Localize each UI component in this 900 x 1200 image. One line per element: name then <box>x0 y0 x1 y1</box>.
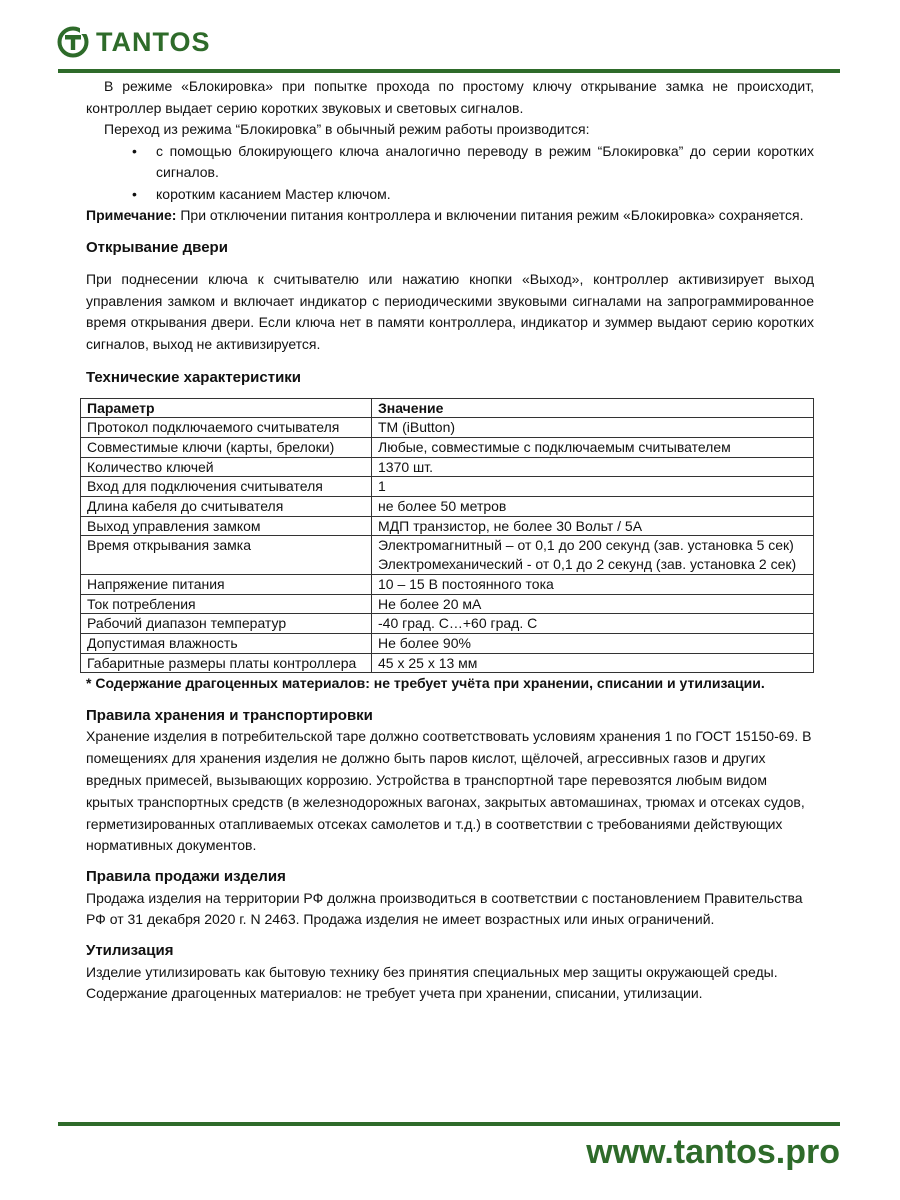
logo-text: TANTOS <box>96 26 211 57</box>
table-cell-value: Не более 20 мА <box>372 594 814 614</box>
table-cell-parameter: Напряжение питания <box>81 574 372 594</box>
table-cell-parameter: Вход для подключения считывателя <box>81 477 372 497</box>
table-cell-value: 45 х 25 х 13 мм <box>372 653 814 673</box>
table-header-row <box>81 398 814 418</box>
bullet-icon: • <box>132 142 137 159</box>
list-item-text: коротким касанием Мастер ключом. <box>156 185 391 202</box>
section-title-specs: Технические характеристики <box>86 369 302 386</box>
table-cell-parameter: Совместимые ключи (карты, брелоки) <box>81 437 372 457</box>
table-cell-parameter: Габаритные размеры платы контроллера <box>81 653 372 673</box>
table-row <box>81 614 814 634</box>
table-cell-line: Электромагнитный – от 0,1 до 200 секунд (зав. установка 5 сек) <box>378 537 794 554</box>
table-cell-parameter: Ток потребления <box>81 594 372 614</box>
table-cell-value: Не более 90% <box>372 633 814 653</box>
table-row <box>81 418 814 438</box>
table-cell-value: не более 50 метров <box>372 497 814 517</box>
specs-table <box>80 398 814 674</box>
table-cell-parameter: Количество ключей <box>81 457 372 477</box>
section-title-disposal: Утилизация <box>86 942 174 960</box>
table-row <box>81 457 814 477</box>
table-cell-value <box>372 536 814 574</box>
table-cell-parameter: Рабочий диапазон температур <box>81 614 372 634</box>
table-cell-line: Электромеханический - от 0,1 до 2 секунд (зав. установка 2 сек) <box>378 556 797 573</box>
table-row <box>81 437 814 457</box>
blocking-exit-list <box>86 141 814 206</box>
table-cell-value: МДП транзистор, не более 30 Вольт / 5А <box>372 516 814 536</box>
column-header-parameter: Параметр <box>81 398 372 418</box>
list-item-text: с помощью блокирующего ключа аналогично переводу в режим “Блокировка” до серии коротких сигналов. <box>156 142 814 180</box>
tantos-logo-icon <box>56 25 90 59</box>
section-title-sale: Правила продажи изделия <box>86 868 286 886</box>
list-item <box>132 184 814 206</box>
table-cell-value: Любые, совместимые с подключаемым считывателем <box>372 437 814 457</box>
table-cell-parameter: Выход управления замком <box>81 516 372 536</box>
table-row <box>81 497 814 517</box>
list-item <box>132 141 814 184</box>
table-cell-parameter: Время открывания замка <box>81 536 372 574</box>
document-body <box>86 76 814 1005</box>
table-cell-value: -40 град. С…+60 град. С <box>372 614 814 634</box>
table-row <box>81 653 814 673</box>
blocking-note <box>86 205 814 227</box>
table-row <box>81 633 814 653</box>
blocking-paragraph: В режиме «Блокировка» при попытке прохода по простому ключу открывание замка не происходит, контроллер выдает серию коротких звуковых и световых сигналов. <box>86 78 814 116</box>
section-title-storage: Правила хранения и транспортировки <box>86 706 373 724</box>
table-row <box>81 477 814 497</box>
table-cell-parameter: Протокол подключаемого считывателя <box>81 418 372 438</box>
column-header-value: Значение <box>372 398 814 418</box>
table-row <box>81 516 814 536</box>
header <box>56 22 211 62</box>
storage-text: Хранение изделия в потребительской таре должно соответствовать условиям хранения 1 по ГОСТ 15150-69. В помещениях для хранения изделия не должно быть паров кислот, щёлочей, агрессивных газов и других вредных примесей, вызывающих коррозию. Устройства в транспортной таре перевозятся любым видом крытых транспортных средств (в железнодорожных вагонах, закрытых автомашинах, трюмах и отсеках судов, герметизированных отапливаемых отсеках самолетов и т.д.) в соответствии с требованиями действующих нормативных документов. <box>86 728 812 854</box>
table-cell-value: 10 – 15 В постоянного тока <box>372 574 814 594</box>
table-cell-value: TM (iButton) <box>372 418 814 438</box>
precious-materials-footnote: * Содержание драгоценных материалов: не требует учёта при хранении, списании и утилизации. <box>86 675 765 692</box>
table-row <box>81 574 814 594</box>
note-text: При отключении питания контроллера и включении питания режим «Блокировка» сохраняется. <box>176 207 804 223</box>
table-row <box>81 594 814 614</box>
section-title-door-opening: Открывание двери <box>86 238 228 256</box>
table-cell-parameter: Допустимая влажность <box>81 633 372 653</box>
table-cell-parameter: Длина кабеля до считывателя <box>81 497 372 517</box>
table-cell-value: 1 <box>372 477 814 497</box>
header-divider <box>58 69 840 73</box>
table-row <box>81 536 814 574</box>
note-label: Примечание: <box>86 207 177 223</box>
table-cell-value: 1370 шт. <box>372 457 814 477</box>
door-opening-text: При поднесении ключа к считывателю или нажатию кнопки «Выход», контроллер активизирует выход управления замком и включает индикатор с периодическими звуковыми сигналами на запрограммированное время открывания двери. Если ключа нет в памяти контроллера, индикатор и зуммер выдают серию коротких сигналов, выход не активизируется. <box>86 271 814 352</box>
blocking-exit-paragraph: Переход из режима “Блокировка” в обычный режим работы производится: <box>104 121 590 137</box>
footer-divider <box>58 1122 840 1126</box>
disposal-text-line: Изделие утилизировать как бытовую технику без принятия специальных мер защиты окружающей среды. <box>86 963 778 980</box>
disposal-text-line: Содержание драгоценных материалов: не требует учета при хранении, списании, утилизации. <box>86 985 703 1002</box>
sale-text: Продажа изделия на территории РФ должна производиться в соответствии с постановлением Правительства РФ от 31 декабря 2020 г. N 2463. Продажа изделия не имеет возрастных или иных ограничений. <box>86 889 803 928</box>
bullet-icon: • <box>132 185 137 202</box>
website-link[interactable]: www.tantos.pro <box>586 1133 840 1171</box>
